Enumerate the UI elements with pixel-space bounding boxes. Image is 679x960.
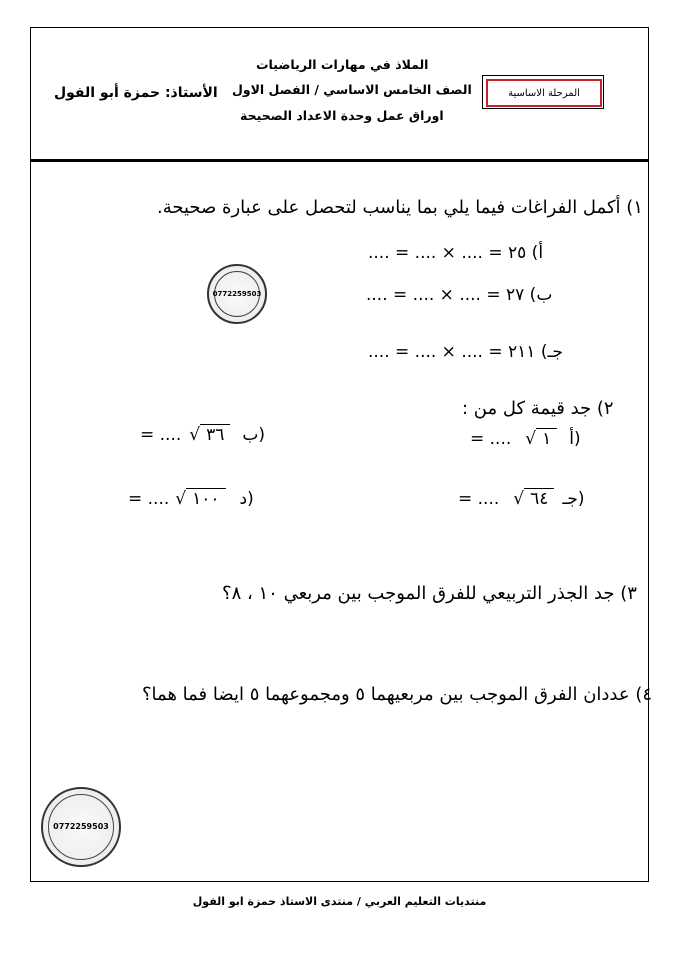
q2-d-rest: = .... xyxy=(128,489,170,509)
q2-a-label: أ) xyxy=(569,429,581,449)
q1-c: جـ) ٢١١ = .... × .... = .... xyxy=(368,342,563,362)
q2-b-rest: = .... xyxy=(140,425,182,445)
stamp-phone: 0772259503 xyxy=(53,822,109,831)
q1-b: ب) ٢٧ = .... × .... = .... xyxy=(366,285,553,305)
q2-c-radicand: ٦٤ xyxy=(524,488,554,509)
footer: منتديات التعليم العربي / منتدى الاستاذ حمزة ابو الفول xyxy=(192,895,487,908)
q2-b-radicand: ٣٦ xyxy=(200,424,230,445)
q4-text: ٤) عددان الفرق الموجب بين مربعيهما ٥ ومجموعهما ٥ ايضا فما هما؟ xyxy=(142,684,653,705)
stamp xyxy=(41,787,121,867)
sqrt-icon: √ xyxy=(175,489,187,509)
q2-title: ٢) جد قيمة كل من : xyxy=(462,398,614,419)
q2-a-rest: = .... xyxy=(470,429,512,449)
sqrt-icon: √ xyxy=(525,429,537,449)
header-teacher: الأستاذ: حمزة أبو الفول xyxy=(54,85,218,101)
header-unit: اوراق عمل وحدة الاعداد الصحيحة xyxy=(240,108,444,123)
q2-a xyxy=(470,428,581,449)
q3-text: ٣) جد الجذر التربيعي للفرق الموجب بين مربعي ١٠ ، ٨؟ xyxy=(222,583,637,604)
q2-d-label: د) xyxy=(239,489,254,509)
stage-box xyxy=(482,75,604,109)
q2-b xyxy=(140,424,265,445)
header-title: الملاذ في مهارات الرياضيات xyxy=(256,57,429,72)
sqrt-icon: √ xyxy=(513,489,525,509)
header-grade: الصف الخامس الاساسي / الفصل الاول xyxy=(232,82,472,97)
q2-a-radicand: ١ xyxy=(536,428,557,449)
stage-label: المرحلة الاساسية xyxy=(486,79,602,107)
q2-d xyxy=(128,488,254,509)
q2-b-label: ب) xyxy=(242,425,266,445)
q1-title: ١) أكمل الفراغات فيما يلي بما يناسب لتحصل على عبارة صحيحة. xyxy=(157,197,643,218)
q2-c xyxy=(458,488,585,509)
stamp xyxy=(207,264,267,324)
q2-c-label: جـ) xyxy=(562,489,585,509)
stamp-phone: 0772259503 xyxy=(212,290,262,298)
q2-c-rest: = .... xyxy=(458,489,500,509)
q1-a: أ) ٢٥ = .... × .... = .... xyxy=(368,243,544,263)
sqrt-icon: √ xyxy=(189,425,201,445)
q2-d-radicand: ١٠٠ xyxy=(186,488,225,509)
